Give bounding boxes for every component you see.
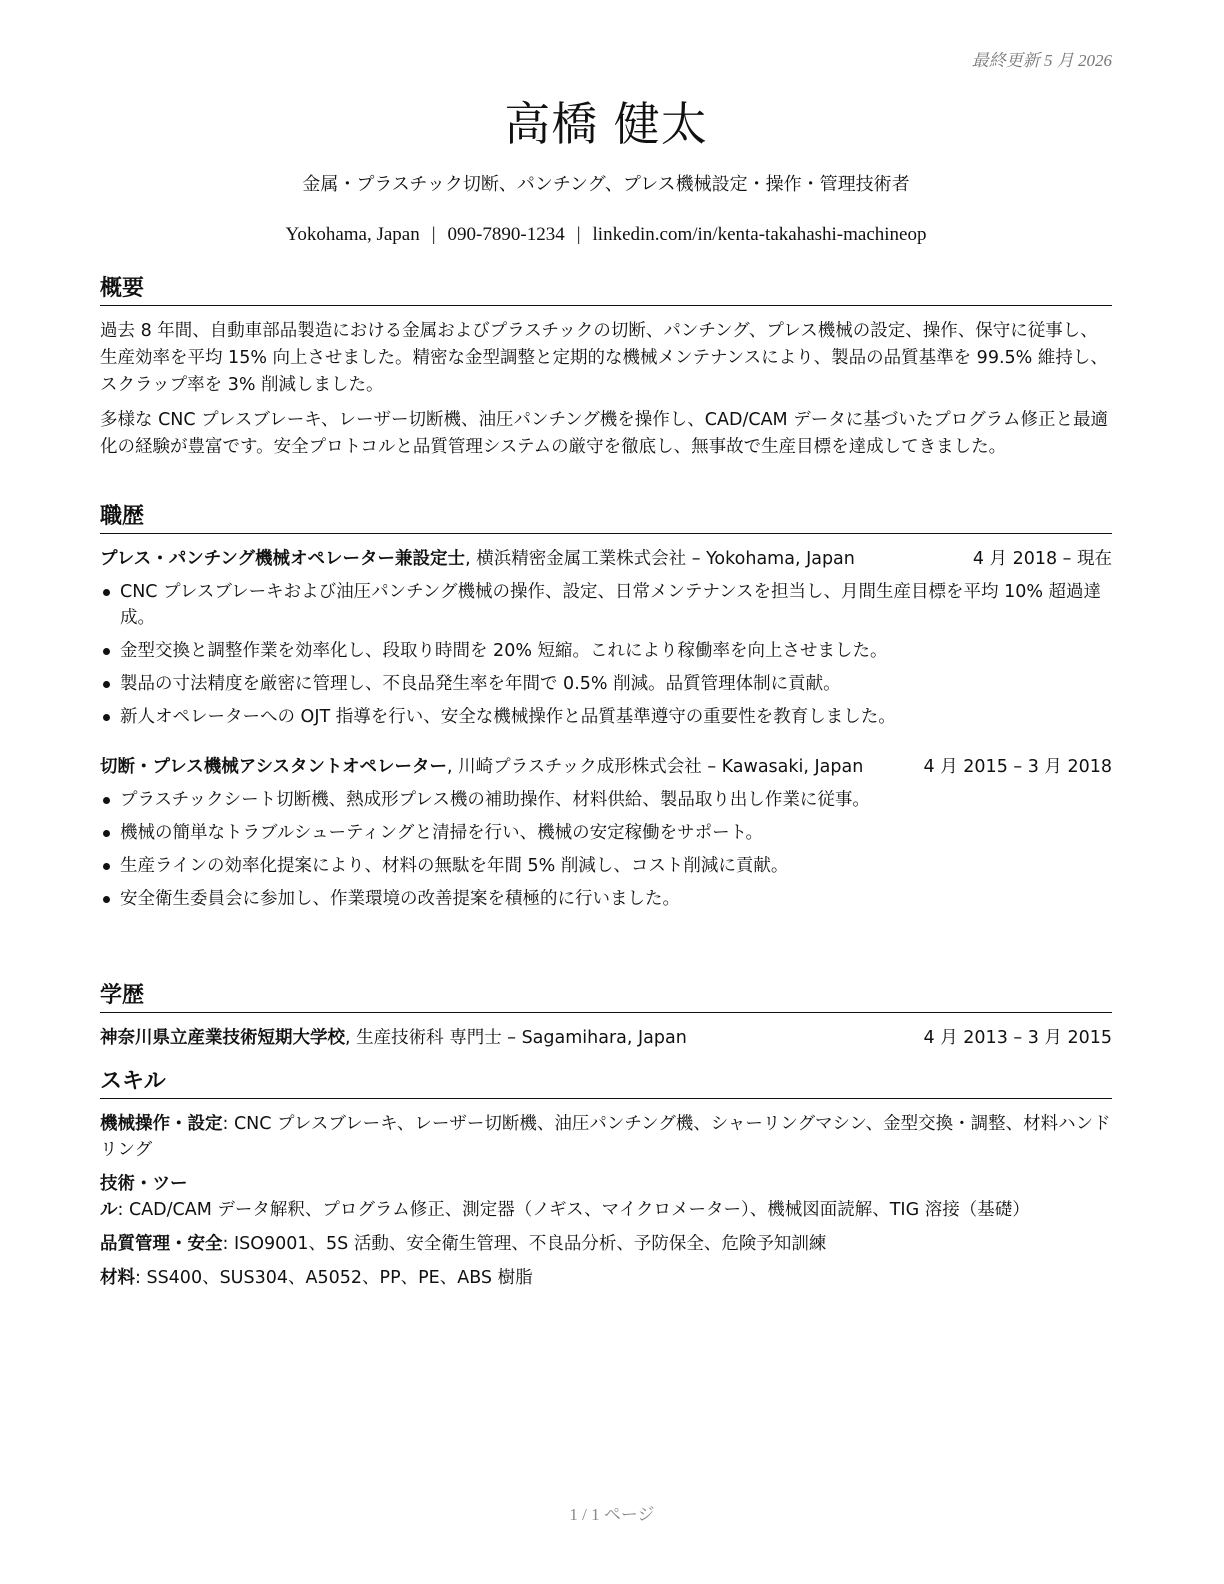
skill-values: : CAD/CAM データ解釈、プログラム修正、測定器（ノギス、マイクロメーター）、機械図面読解、TIG 溶接（基礎）: [117, 1200, 1030, 1220]
job-entry: [100, 546, 1112, 730]
skill-row: [100, 1171, 1112, 1223]
job-bullets: [100, 579, 1112, 730]
job-header: [100, 546, 1112, 572]
education-section: [100, 982, 1112, 1051]
education-dates: 4 月 2013 – 3 月 2015: [916, 1025, 1112, 1051]
skills-heading: スキル: [100, 1068, 1112, 1099]
job-bullet: 生産ラインの効率化提案により、材料の無駄を年間 5% 削減し、コスト削減に貢献。: [100, 853, 1112, 879]
job-bullet: プラスチックシート切断機、熱成形プレス機の補助操作、材料供給、製品取り出し作業に従事。: [100, 787, 1112, 813]
experience-section: [100, 503, 1112, 912]
experience-heading: 職歴: [100, 503, 1112, 534]
skill-row: [100, 1111, 1112, 1163]
degree-location: , 生産技術科 専門士 – Sagamihara, Japan: [345, 1028, 687, 1048]
summary-heading: 概要: [100, 275, 1112, 306]
skill-category: 品質管理・安全: [100, 1234, 223, 1254]
contact-separator: |: [431, 224, 436, 245]
page-number: 1 / 1 ページ: [569, 1505, 655, 1524]
job-dates: 4 月 2018 – 現在: [965, 546, 1112, 572]
contact-location: Yokohama, Japan: [285, 224, 420, 245]
job-bullet: 新人オペレーターへの OJT 指導を行い、安全な機械操作と品質基準遵守の重要性を教育しました。: [100, 704, 1112, 730]
job-bullet: 機械の簡単なトラブルシューティングと清掃を行い、機械の安定稼働をサポート。: [100, 820, 1112, 846]
skill-values: : SS400、SUS304、A5052、PP、PE、ABS 樹脂: [135, 1268, 533, 1288]
job-bullet: 金型交換と調整作業を効率化し、段取り時間を 20% 短縮。これにより稼働率を向上させました。: [100, 638, 1112, 664]
summary-section: [100, 275, 1112, 461]
job-title: 切断・プレス機械アシスタントオペレーター: [100, 757, 448, 777]
skill-row: [100, 1265, 1112, 1291]
job-company-location: , 横浜精密金属工業株式会社 – Yokohama, Japan: [465, 549, 855, 569]
contact-line: [100, 224, 1112, 246]
job-bullet: 製品の寸法精度を厳密に管理し、不良品発生率を年間で 0.5% 削減。品質管理体制に貢献。: [100, 671, 1112, 697]
job-bullets: [100, 787, 1112, 912]
job-title: プレス・パンチング機械オペレーター兼設定士: [100, 549, 466, 569]
contact-linkedin-link[interactable]: linkedin.com/in/kenta-takahashi-machineop: [592, 224, 927, 245]
job-title-subtitle: 金属・プラスチック切断、パンチング、プレス機械設定・操作・管理技術者: [302, 174, 910, 195]
skills-section: [100, 1068, 1112, 1291]
school-name: 神奈川県立産業技術短期大学校: [100, 1028, 345, 1048]
job-company-location: , 川崎プラスチック成形株式会社 – Kawasaki, Japan: [447, 757, 864, 777]
skill-category: 機械操作・設定: [100, 1114, 223, 1134]
skill-category: 技術・ツール: [100, 1174, 188, 1220]
contact-phone[interactable]: 090-7890-1234: [447, 224, 565, 245]
job-header: [100, 754, 1112, 780]
job-dates: 4 月 2015 – 3 月 2018: [916, 754, 1112, 780]
summary-paragraph: 多様な CNC プレスブレーキ、レーザー切断機、油圧パンチング機を操作し、CAD/CAM データに基づいたプログラム修正と最適化の経験が豊富です。安全プロトコルと品質管理システムの厳守を徹底し、無事故で生産目標を達成してきました。: [100, 410, 1109, 457]
skill-values: : CNC プレスブレーキ、レーザー切断機、油圧パンチング機、シャーリングマシン、金型交換・調整、材料ハンドリング: [100, 1114, 1111, 1160]
last-updated: 最終更新 5 月 2026: [971, 51, 1112, 70]
candidate-name: 高橋 健太: [504, 97, 708, 151]
summary-paragraph: 過去 8 年間、自動車部品製造における金属およびプラスチックの切断、パンチング、プレス機械の設定、操作、保守に従事し、生産効率を平均 15% 向上させました。精密な金型調整と定期的な機械メンテナンスにより、製品の品質基準を 99.5% 維持し、スクラップ率を 3% 削減しました。: [100, 321, 1108, 395]
skill-row: [100, 1231, 1112, 1257]
job-bullet: 安全衛生委員会に参加し、作業環境の改善提案を積極的に行いました。: [100, 886, 1112, 912]
skill-category: 材料: [100, 1268, 135, 1288]
skill-values: : ISO9001、5S 活動、安全衛生管理、不良品分析、予防保全、危険予知訓練: [222, 1234, 827, 1254]
education-entry: [100, 1025, 1112, 1051]
job-bullet: CNC プレスブレーキおよび油圧パンチング機械の操作、設定、日常メンテナンスを担当し、月間生産目標を平均 10% 超過達成。: [100, 579, 1112, 631]
contact-separator: |: [576, 224, 581, 245]
job-entry: [100, 754, 1112, 912]
education-heading: 学歴: [100, 982, 1112, 1013]
